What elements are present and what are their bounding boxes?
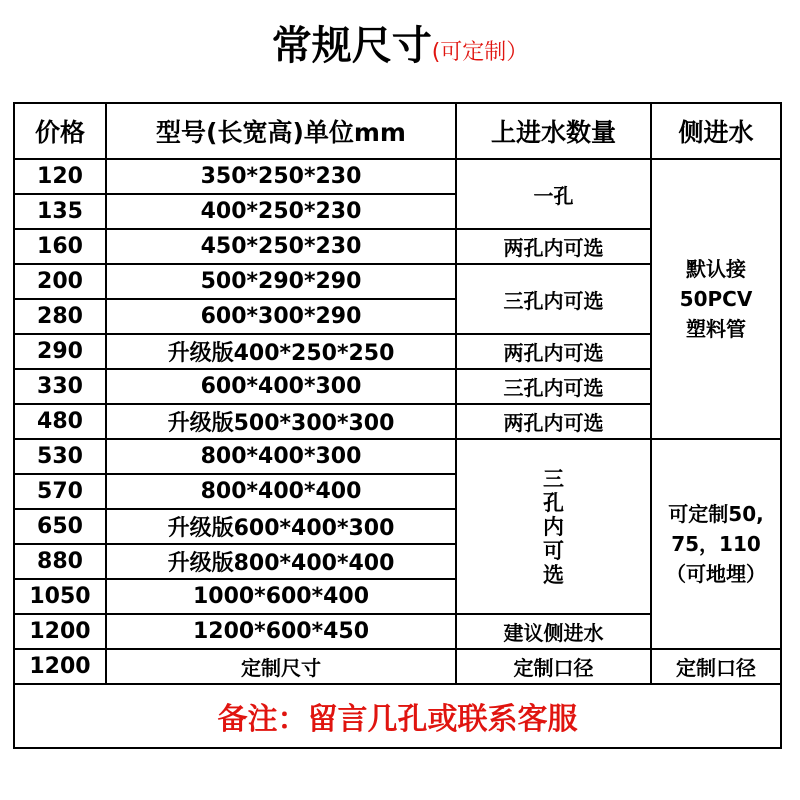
title-sub: (可定制） [431, 40, 529, 65]
price-cell: 570 [14, 474, 106, 509]
model-cell: 400*250*230 [106, 194, 456, 229]
table-row [14, 439, 781, 474]
model-cell: 升级版400*250*250 [106, 334, 456, 369]
model-cell: 800*400*400 [106, 474, 456, 509]
side-inlet-line: （可地埋） [666, 562, 766, 586]
model-cell: 定制尺寸 [106, 649, 456, 684]
model-cell: 升级版500*300*300 [106, 404, 456, 439]
table-row [14, 649, 781, 684]
price-cell: 1200 [14, 649, 106, 684]
side-inlet-cell [651, 159, 781, 439]
side-inlet-line: 塑料管 [686, 317, 746, 341]
top-inlet-cell: 定制口径 [456, 649, 651, 684]
model-cell: 升级版600*400*300 [106, 509, 456, 544]
table-row [14, 159, 781, 194]
price-cell: 120 [14, 159, 106, 194]
title-main: 常规尺寸 [271, 23, 432, 69]
top-inlet-cell: 两孔内可选 [456, 404, 651, 439]
column-header-model: 型号(长宽高)单位mm [106, 103, 456, 159]
top-inlet-cell: 一孔 [456, 159, 651, 229]
side-inlet-cell: 定制口径 [651, 649, 781, 684]
price-cell: 330 [14, 369, 106, 404]
side-inlet-line: 50PCV [679, 287, 753, 311]
price-cell: 880 [14, 544, 106, 579]
page-title [0, 14, 800, 71]
top-inlet-cell: 三孔内可选 [456, 369, 651, 404]
side-inlet-line: 75，110 [671, 532, 761, 556]
top-inlet-cell-vertical [456, 439, 651, 614]
side-inlet-line: 可定制50, [668, 502, 764, 526]
side-inlet-cell [651, 439, 781, 649]
price-cell: 1200 [14, 614, 106, 649]
top-inlet-cell: 三孔内可选 [456, 264, 651, 334]
model-cell: 450*250*230 [106, 229, 456, 264]
top-inlet-cell: 两孔内可选 [456, 334, 651, 369]
price-cell: 1050 [14, 579, 106, 614]
price-cell: 135 [14, 194, 106, 229]
top-inlet-cell: 两孔内可选 [456, 229, 651, 264]
top-inlet-cell: 建议侧进水 [456, 614, 651, 649]
column-header-price: 价格 [14, 103, 106, 159]
price-cell: 650 [14, 509, 106, 544]
model-cell: 350*250*230 [106, 159, 456, 194]
model-cell: 1200*600*450 [106, 614, 456, 649]
model-cell: 升级版800*400*400 [106, 544, 456, 579]
price-cell: 530 [14, 439, 106, 474]
price-cell: 160 [14, 229, 106, 264]
price-cell: 290 [14, 334, 106, 369]
spec-table [13, 102, 782, 749]
note-text: 备注：留言几孔或联系客服 [14, 684, 781, 748]
model-cell: 600*300*290 [106, 299, 456, 334]
note-row [14, 684, 781, 748]
vertical-text: 三孔内可选 [543, 466, 564, 587]
model-cell: 800*400*300 [106, 439, 456, 474]
model-cell: 1000*600*400 [106, 579, 456, 614]
column-header-side-inlet: 侧进水 [651, 103, 781, 159]
table-header-row [14, 103, 781, 159]
model-cell: 600*400*300 [106, 369, 456, 404]
price-cell: 280 [14, 299, 106, 334]
column-header-top-inlet: 上进水数量 [456, 103, 651, 159]
model-cell: 500*290*290 [106, 264, 456, 299]
side-inlet-line: 默认接 [686, 257, 746, 281]
price-cell: 480 [14, 404, 106, 439]
price-cell: 200 [14, 264, 106, 299]
